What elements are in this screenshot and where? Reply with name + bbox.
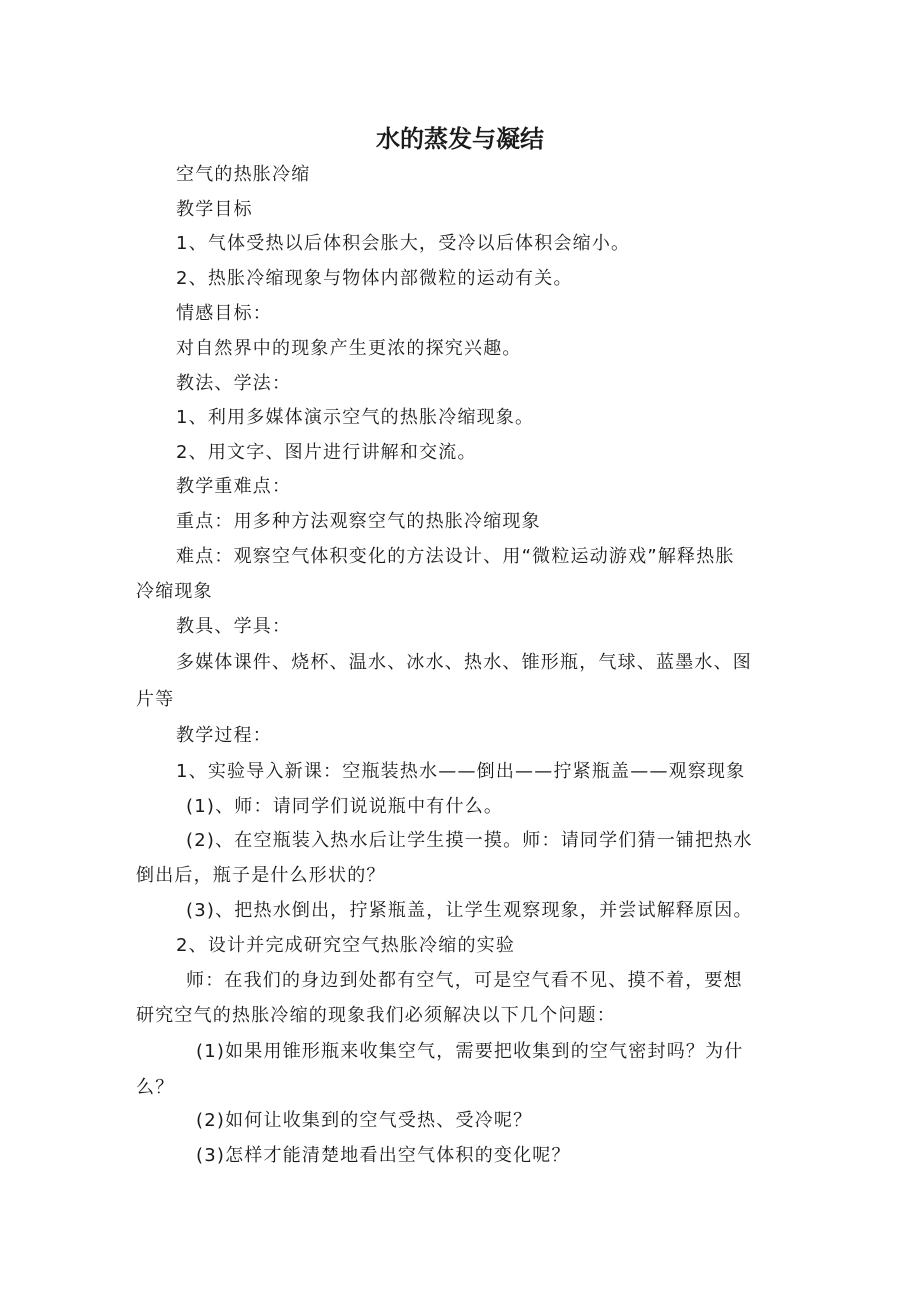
text-line: (3)怎样才能清楚地看出空气体积的变化呢？ xyxy=(196,1145,571,1166)
text-line: (1)、师：请同学们说说瓶中有什么。 xyxy=(186,796,504,817)
text-line: 倒出后，瓶子是什么形状的？ xyxy=(136,865,386,886)
text-line: (1)如果用锥形瓶来收集空气，需要把收集到的空气密封吗？为什 xyxy=(196,1041,744,1062)
text-line: 教法、学法： xyxy=(176,373,292,394)
text-line: 1、气体受热以后体积会胀大，受冷以后体积会缩小。 xyxy=(176,233,631,254)
text-line: (3)、把热水倒出，拧紧瓶盖，让学生观察现象，并尝试解释原因。 xyxy=(186,900,753,921)
text-line: 难点：观察空气体积变化的方法设计、用“微粒运动游戏”解释热胀 xyxy=(176,546,735,567)
text-line: 片等 xyxy=(136,689,175,710)
text-line: 教学重难点： xyxy=(176,476,292,497)
text-line: 重点：用多种方法观察空气的热胀冷缩现象 xyxy=(176,511,541,532)
text-line: 1、利用多媒体演示空气的热胀冷缩现象。 xyxy=(176,407,535,428)
text-line: 1、实验导入新课：空瓶装热水——倒出——拧紧瓶盖——观察现象 xyxy=(176,761,746,782)
text-line: 2、设计并完成研究空气热胀冷缩的实验 xyxy=(176,935,516,956)
text-line: 教具、学具： xyxy=(176,616,292,637)
text-line: 对自然界中的现象产生更浓的探究兴趣。 xyxy=(176,338,522,359)
text-line: 空气的热胀冷缩 xyxy=(176,164,311,185)
text-line: (2)如何让收集到的空气受热、受冷呢？ xyxy=(196,1110,533,1131)
text-line: (2)、在空瓶装入热水后让学生摸一摸。师：请同学们猜一铺把热水 xyxy=(186,830,753,851)
text-line: 师：在我们的身边到处都有空气，可是空气看不见、摸不着，要想 xyxy=(186,970,743,991)
text-line: 2、用文字、图片进行讲解和交流。 xyxy=(176,442,477,463)
text-line: 情感目标： xyxy=(176,303,272,324)
text-line: 冷缩现象 xyxy=(136,581,213,602)
text-line: 么？ xyxy=(136,1077,175,1098)
text-line: 教学过程： xyxy=(176,725,272,746)
text-line: 教学目标 xyxy=(176,199,253,220)
document-title: 水的蒸发与凝结 xyxy=(376,125,544,153)
text-line: 研究空气的热胀冷缩的现象我们必须解决以下几个问题： xyxy=(136,1005,616,1026)
text-line: 多媒体课件、烧杯、温水、冰水、热水、锥形瓶，气球、蓝墨水、图 xyxy=(176,652,752,673)
text-line: 2、热胀冷缩现象与物体内部微粒的运动有关。 xyxy=(176,268,573,289)
